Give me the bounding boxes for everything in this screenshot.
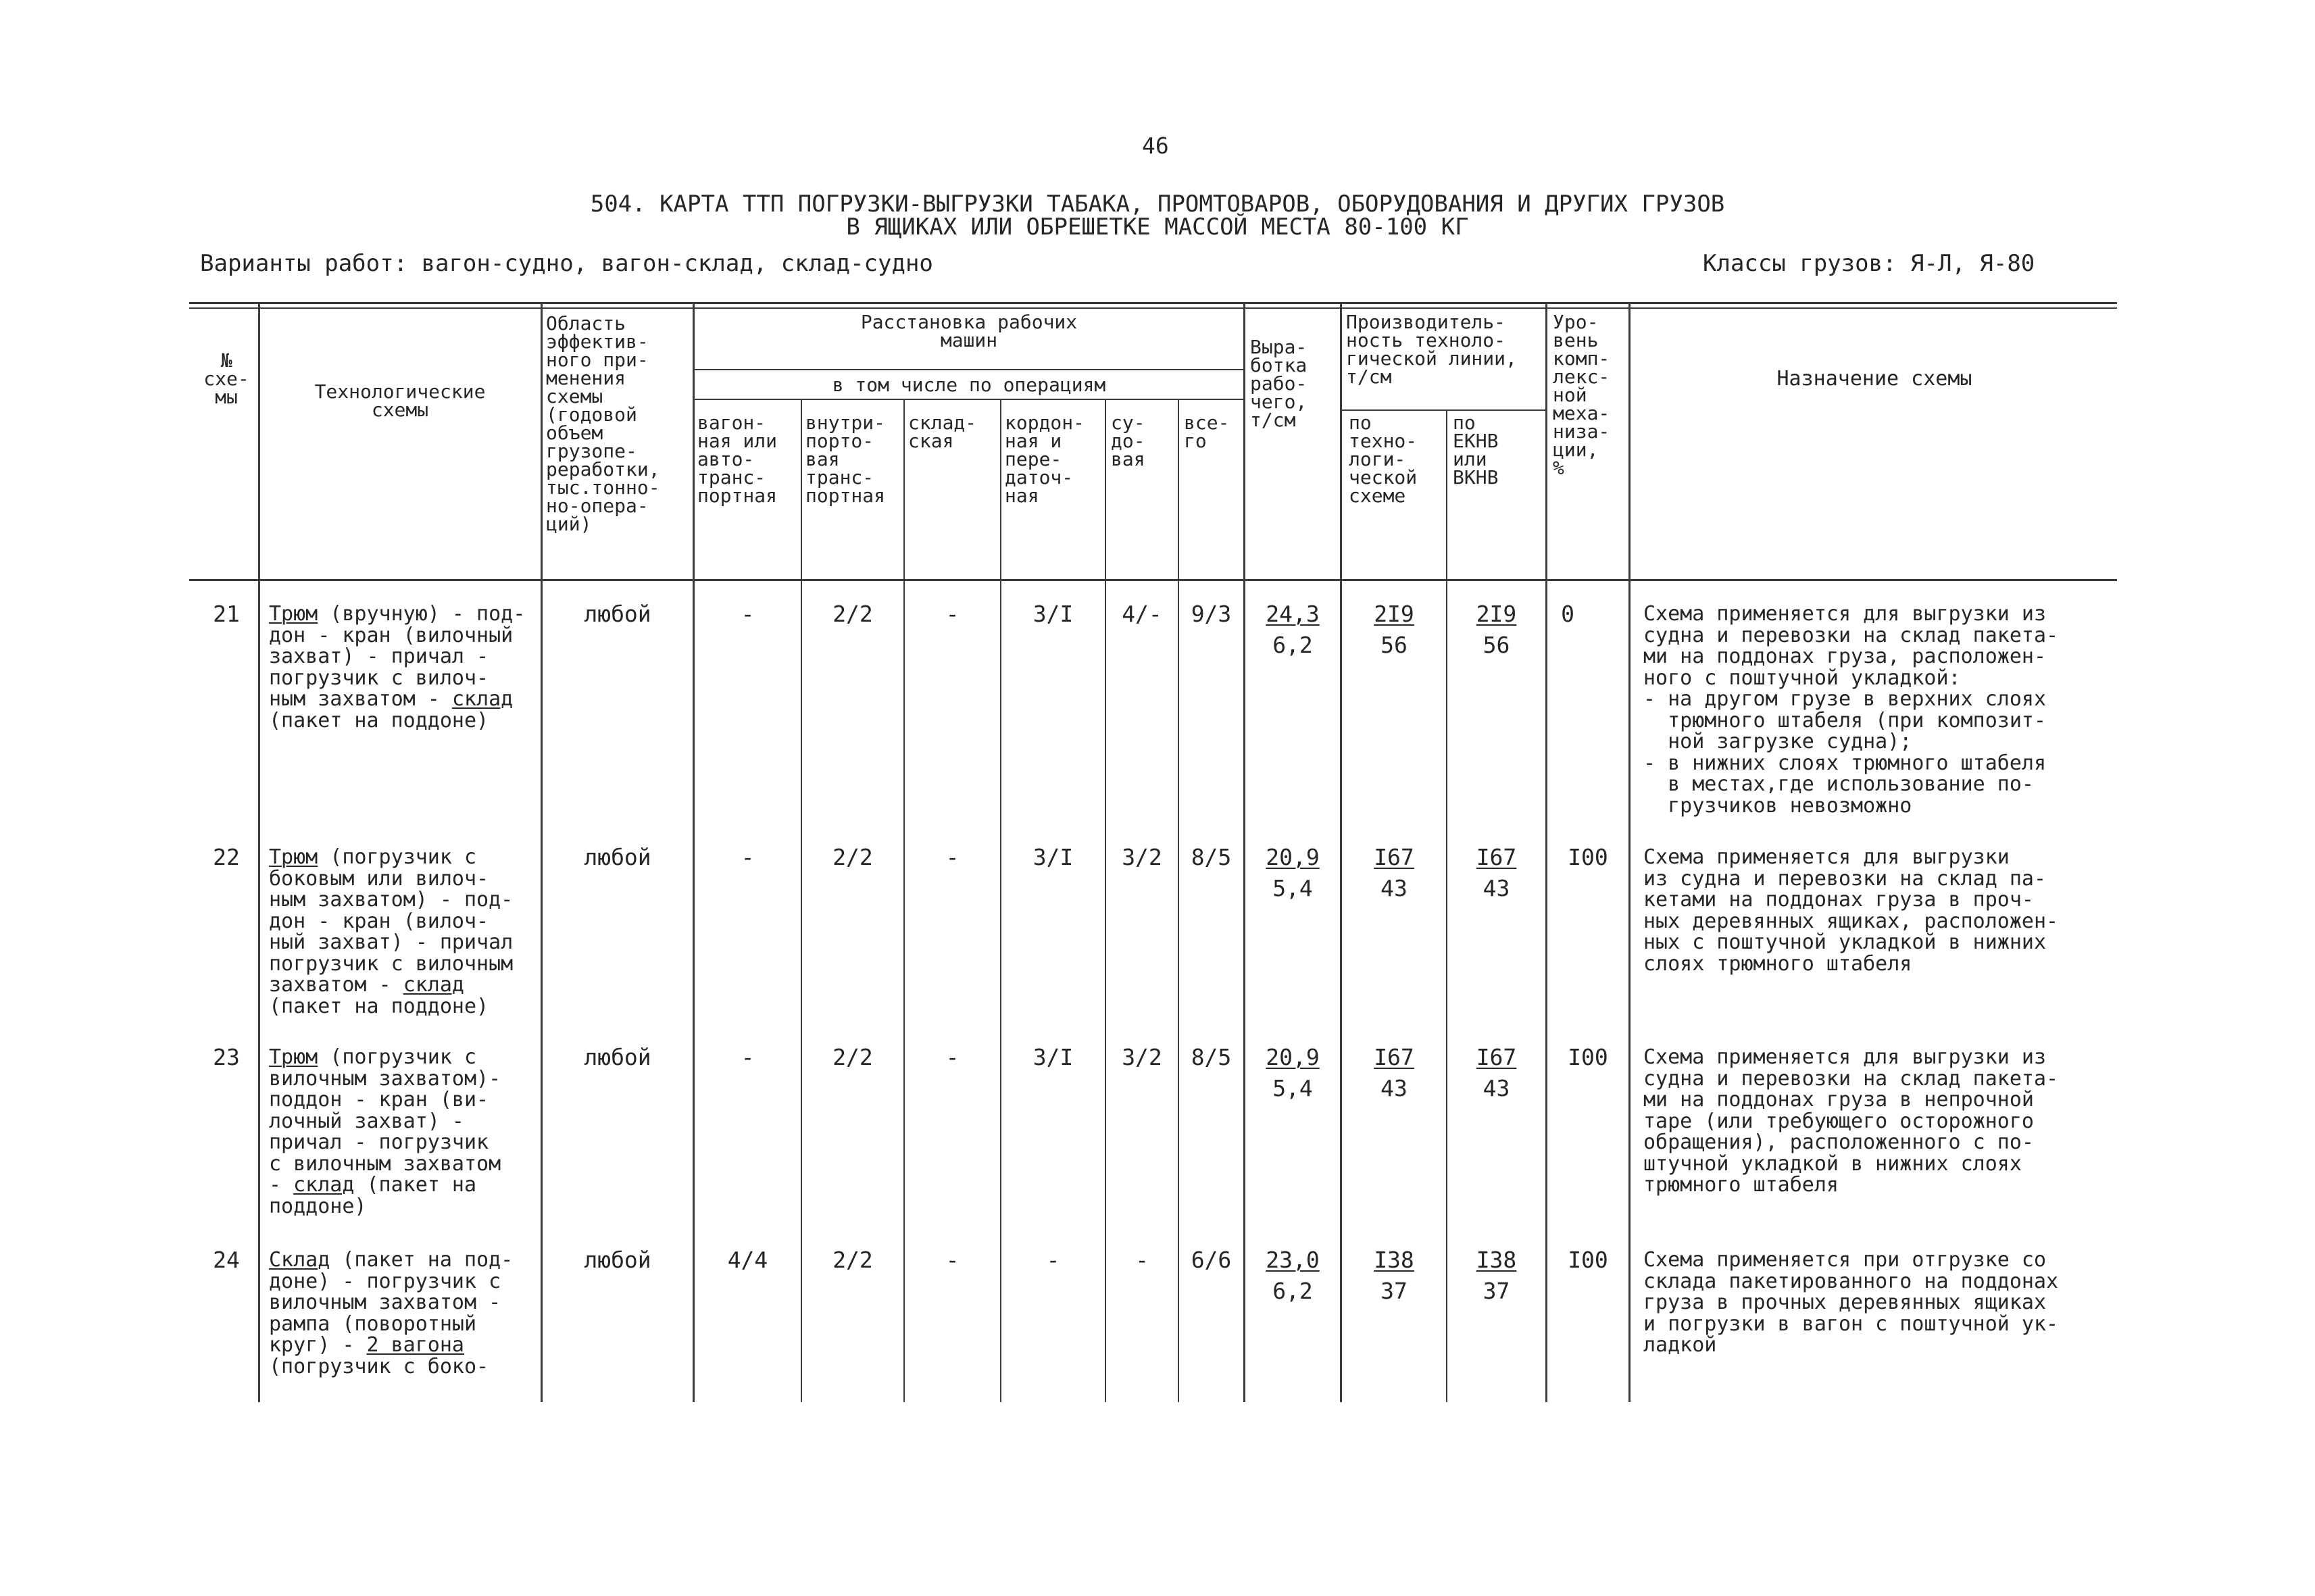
row-purpose: Схема применяется при отгрузке со склада пакетированного на поддонах груза в прочных деревянных ящиках и погрузки в вагон с поштучной ук- ладкой [1643, 1248, 2059, 1357]
row-wagon-ops: - [741, 1044, 755, 1070]
row-number: 23 [213, 1044, 240, 1070]
row-cordon-ops: 3/I [1032, 844, 1074, 870]
row-total-machines: 8/5 [1191, 1044, 1232, 1070]
row-warehouse-ops: - [945, 844, 960, 870]
row-internal-ops: 2/2 [832, 601, 873, 627]
row-internal-ops: 2/2 [832, 1247, 873, 1273]
row-eknv-productivity: $\frac{2I9}{56}$ [1476, 601, 1517, 658]
header-application-area: Область эффектив- ного при- менения схемы (годовой объем грузопе- реработки, тыс.тонно- но-опера- ций) [546, 312, 660, 535]
row-mechanization-level: I00 [1568, 1044, 1608, 1070]
row-warehouse-ops: - [945, 1044, 960, 1070]
row-scheme: Трюм (погрузчик с боковым или вилоч- ным захватом) - под- дон - кран (вилоч- ный захват) - причал погрузчик с вилочным захватом - склад (пакет на поддоне) [269, 845, 514, 1018]
row-ship-ops: - [1135, 1247, 1149, 1273]
document-title-line-1: 504. КАРТА ТТП ПОГРУЗКИ-ВЫГРУЗКИ ТАБАКА, ПРОМТОВАРОВ, ОБОРУДОВАНИЯ И ДРУГИХ ГРУЗОВ [590, 191, 1725, 218]
header-by-tech-scheme: по техно- логи- ческой схеме [1349, 412, 1418, 507]
row-internal-ops: 2/2 [832, 1044, 873, 1070]
row-cordon-ops: 3/I [1032, 1044, 1074, 1070]
row-scheme-productivity: $\frac{I38}{37}$ [1374, 1247, 1414, 1304]
cargo-classes: Классы грузов: Я-Л, Я-80 [1703, 250, 2035, 277]
row-purpose: Схема применяется для выгрузки из судна и перевозки на склад па- кетами на поддонах груза в проч- ных деревянных ящиках, расположен- ных с поштучной укладкой в нижних слоях трюмного штабеля [1643, 845, 2059, 976]
row-mechanization-level: 0 [1561, 601, 1574, 627]
row-ship-ops: 4/- [1122, 601, 1162, 627]
header-internal-port-transport: внутри- порто- вая транс- портная [805, 412, 886, 507]
row-wagon-ops: - [741, 601, 755, 627]
row-number: 24 [213, 1247, 240, 1273]
row-scheme-productivity: $\frac{2I9}{56}$ [1374, 601, 1414, 658]
row-mechanization-level: I00 [1568, 844, 1608, 870]
row-cordon-ops: - [1046, 1247, 1060, 1273]
header-scheme-number: № схе- мы [203, 349, 249, 408]
header-by-operations: в том числе по операциям [832, 374, 1106, 396]
row-scheme-productivity: $\frac{I67}{43}$ [1374, 1044, 1414, 1101]
header-worker-output: Выра- ботка рабо- чего, т/см [1250, 336, 1308, 431]
row-scheme: Трюм (погрузчик с вилочным захватом)- поддон - кран (ви- лочный захват) - причал - погрузчик с вилочным захватом - склад (пакет на поддоне) [269, 1045, 501, 1218]
row-application-area: любой [584, 844, 651, 870]
row-wagon-ops: - [741, 844, 755, 870]
row-cordon-ops: 3/I [1032, 601, 1074, 627]
row-warehouse-ops: - [945, 1247, 960, 1273]
row-scheme-productivity: $\frac{I67}{43}$ [1374, 844, 1414, 901]
row-total-machines: 9/3 [1191, 601, 1232, 627]
row-total-machines: 6/6 [1191, 1247, 1232, 1273]
row-worker-output: $\frac{20,9}{5,4}$ [1266, 1044, 1320, 1101]
row-wagon-ops: 4/4 [727, 1247, 768, 1273]
header-cordon-transfer: кордон- ная и пере- даточ- ная [1005, 412, 1085, 507]
document-title-line-2: В ЯЩИКАХ ИЛИ ОБРЕШЕТКЕ МАССОЙ МЕСТА 80-100 КГ [846, 214, 1469, 241]
row-worker-output: $\frac{20,9}{5,4}$ [1266, 844, 1320, 901]
row-number: 21 [213, 601, 240, 627]
header-line-productivity: Производитель- ность техноло- гической линии, т/см [1346, 311, 1517, 388]
row-application-area: любой [584, 1044, 651, 1070]
row-worker-output: $\frac{23,0}{6,2}$ [1266, 1247, 1320, 1304]
row-eknv-productivity: $\frac{I38}{37}$ [1476, 1247, 1517, 1304]
row-ship-ops: 3/2 [1122, 1044, 1162, 1070]
work-variants: Варианты работ: вагон-судно, вагон-склад, склад-судно [200, 250, 933, 277]
header-ship: су- до- вая [1111, 412, 1145, 470]
row-warehouse-ops: - [945, 601, 960, 627]
header-wagon-transport: вагон- ная или авто- транс- портная [697, 412, 778, 507]
row-application-area: любой [584, 601, 651, 627]
header-scheme-purpose: Назначение схемы [1776, 367, 1972, 391]
row-mechanization-level: I00 [1568, 1247, 1608, 1273]
row-number: 22 [213, 844, 240, 870]
header-warehouse: склад- ская [908, 412, 977, 452]
row-scheme: Трюм (вручную) - под- дон - кран (вилочный захват) - причал - погрузчик с вилоч- ным захватом - склад (пакет на поддоне) [269, 602, 526, 732]
header-technological-schemes: Технологические схемы [314, 380, 486, 421]
row-purpose: Схема применяется для выгрузки из судна и перевозки на склад пакета- ми на поддонах груза в непрочной таре (или требующего осторожного обращения), расположенного с по- штучной укладкой в нижних слоях трюмного штабеля [1643, 1045, 2059, 1197]
header-total: все- го [1184, 412, 1230, 452]
header-machine-placement: Расстановка рабочих машин [860, 311, 1078, 351]
row-internal-ops: 2/2 [832, 844, 873, 870]
row-total-machines: 8/5 [1191, 844, 1232, 870]
row-ship-ops: 3/2 [1122, 844, 1162, 870]
header-by-eknv: по ЕКНВ или ВКНВ [1453, 412, 1499, 489]
row-eknv-productivity: $\frac{I67}{43}$ [1476, 844, 1517, 901]
row-purpose: Схема применяется для выгрузки из судна и перевозки на склад пакета- ми на поддонах груза, расположен- ного с поштучной укладкой: - на другом грузе в верхних слоях трюмного штабеля (при композит- ной загрузке судна); - в нижних слоях трюмного штабеля в местах,где использование по- грузчиков невозможно [1643, 602, 2059, 818]
header-mechanization-level: Уро- вень комп- лекс- ной меха- низа- ции, % [1553, 311, 1610, 479]
page-number: 46 [1142, 132, 1169, 159]
row-eknv-productivity: $\frac{I67}{43}$ [1476, 1044, 1517, 1101]
row-worker-output: $\frac{24,3}{6,2}$ [1266, 601, 1320, 658]
row-scheme: Склад (пакет на под- доне) - погрузчик с вилочным захватом - рампа (поворотный круг) - 2 вагона (погрузчик с боко- [269, 1248, 514, 1378]
row-application-area: любой [584, 1247, 651, 1273]
